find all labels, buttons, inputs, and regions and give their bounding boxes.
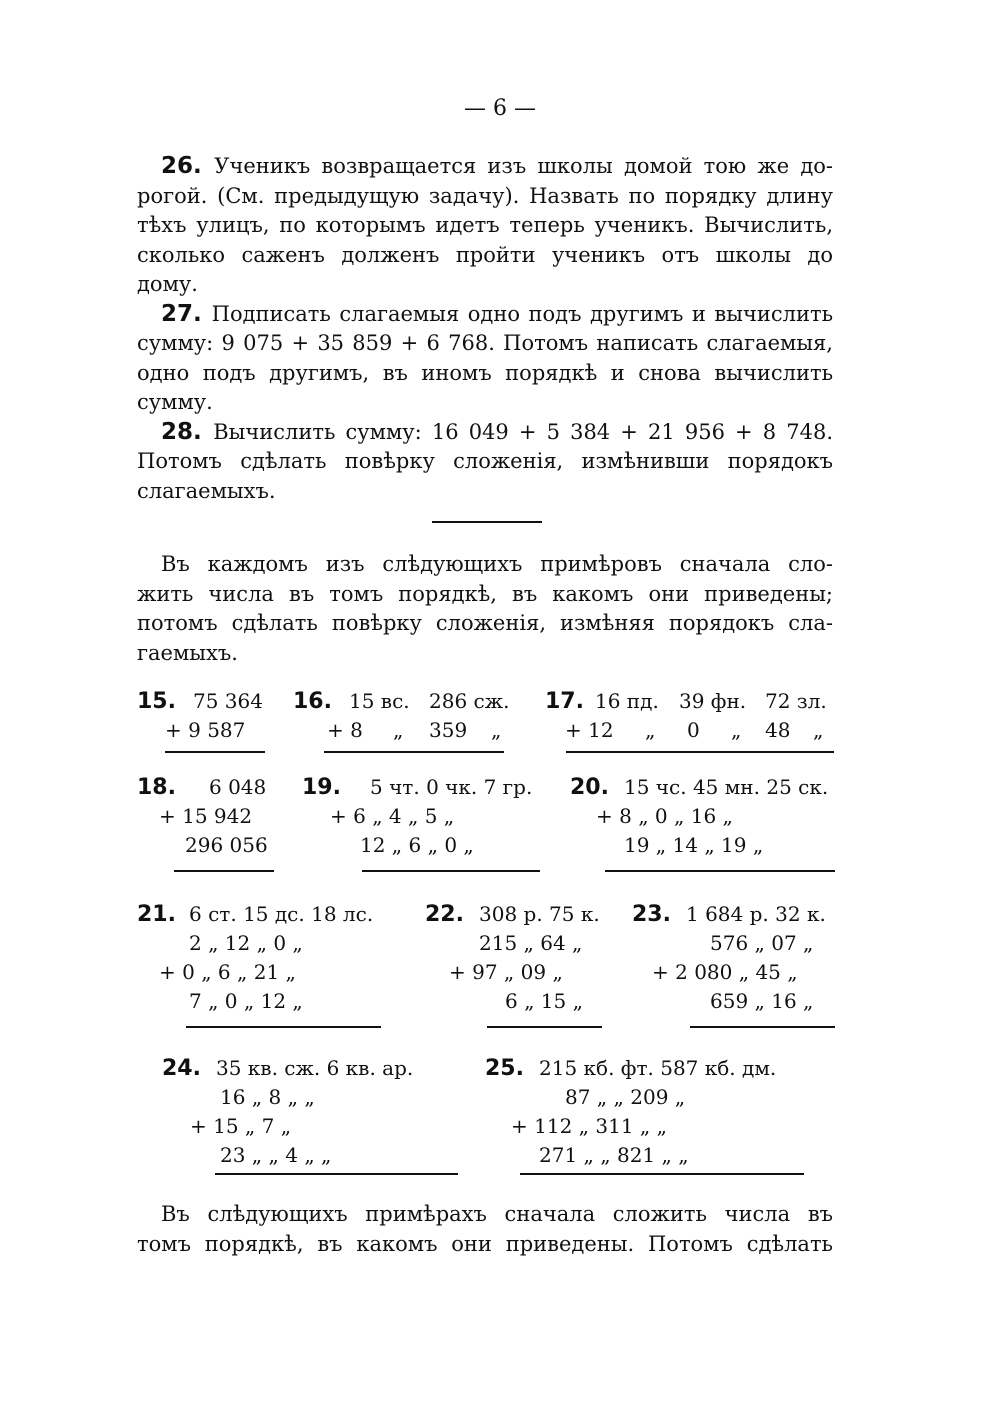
problem-26-line-4: сколько саженъ долженъ пройти ученикъ отъ школы до: [137, 242, 833, 267]
problem-26-line-3: тѣхъ улицъ, по которымъ идетъ теперь ученикъ. Вычислить,: [137, 213, 833, 237]
problem-number: 28: [161, 418, 194, 445]
sum-line: [605, 870, 835, 872]
problem-27-line-4: сумму.: [137, 390, 213, 414]
example-19: 19. 5 чт. 0 чк. 7 гр. + 6 „ 4 „ 5 „ 12 „ 6 „ 0 „: [302, 775, 533, 857]
example-15: 15. 75 364 + 9 587: [137, 689, 263, 742]
intro-paragraph-2: Въ слѣдующихъ примѣрахъ сначала сложить числа въ томъ порядкѣ, въ какомъ они приведены. Потомъ сдѣлать: [137, 1202, 833, 1256]
sum-line: [324, 751, 504, 753]
sum-line: [487, 1026, 602, 1028]
sum-line: [520, 1173, 804, 1175]
problem-28-line-1: 28. Вычислить сумму: 16 049 + 5 384 + 21 956 + 8 748.: [161, 418, 833, 445]
intro-paragraph-1: Въ каждомъ изъ слѣдующихъ примѣровъ сначала сло- жить числа въ томъ порядкѣ, въ какомъ они приведены; потомъ сдѣлать повѣрку сложенія, измѣняя порядокъ сла- гаемыхъ.: [137, 552, 833, 665]
example-25: 25. 215 кб. фт. 587 кб. дм. 87 „ „ 209 „ + 112 „ 311 „ „ 271 „ „ 821 „ „: [485, 1056, 777, 1167]
problem-27-line-2: сумму: 9 075 + 35 859 + 6 768. Потомъ написать слагаемыя,: [137, 331, 833, 355]
example-24: 24. 35 кв. сж. 6 кв. ар. 16 „ 8 „ „ + 15 „ 7 „ 23 „ „ 4 „ „: [162, 1056, 414, 1167]
example-16: 16. 15 вс. 286 сж. + 8 „ 359 „: [293, 689, 510, 742]
sum-line: [690, 1026, 835, 1028]
example-18: 18. 6 048 + 15 942 296 056: [137, 775, 268, 857]
problem-number: 27: [161, 300, 194, 327]
sum-line: [165, 751, 265, 753]
page-number: — 6 —: [464, 96, 536, 121]
problem-28-line-3: слагаемыхъ.: [137, 478, 276, 503]
problem-27-line-1: 27. Подписать слагаемыя одно подъ другимъ и вычислить: [161, 300, 834, 327]
sum-line: [215, 1173, 458, 1175]
problem-28-line-2: Потомъ сдѣлать повѣрку сложенія, измѣнивши порядокъ: [137, 449, 833, 473]
sum-line: [566, 751, 834, 753]
example-20: 20. 15 чс. 45 мн. 25 ск. + 8 „ 0 „ 16 „ 19 „ 14 „ 19 „: [570, 775, 829, 857]
problem-27-line-3: одно подъ другимъ, въ иномъ порядкѣ и снова вычислить: [137, 360, 833, 385]
sum-line: [362, 870, 540, 872]
sum-line: [186, 1026, 381, 1028]
problem-number: 26: [161, 153, 194, 179]
example-23: 23. 1 684 р. 32 к. 576 „ 07 „ + 2 080 „ 45 „ 659 „ 16 „: [632, 902, 826, 1013]
problem-26-line-2: рогой. (См. предыдущую задачу). Назвать по порядку длину: [137, 183, 833, 208]
example-17: 17. 16 пд. 39 фн. 72 зл. + 12 „ 0 „ 48 „: [545, 689, 827, 742]
example-21: 21. 6 ст. 15 дс. 18 лс. 2 „ 12 „ 0 „ + 0 „ 6 „ 21 „ 7 „ 0 „ 12 „: [137, 902, 374, 1013]
problems-block: [137, 152, 833, 506]
section-divider: [432, 521, 542, 523]
sum-line: [174, 870, 274, 872]
problem-26-line-5: дому.: [137, 272, 198, 296]
problem-26-line-1: 26. Ученикъ возвращается изъ школы домой тою же до-: [161, 153, 833, 179]
example-22: 22. 308 р. 75 к. 215 „ 64 „ + 97 „ 09 „ 6 „ 15 „: [425, 902, 600, 1013]
